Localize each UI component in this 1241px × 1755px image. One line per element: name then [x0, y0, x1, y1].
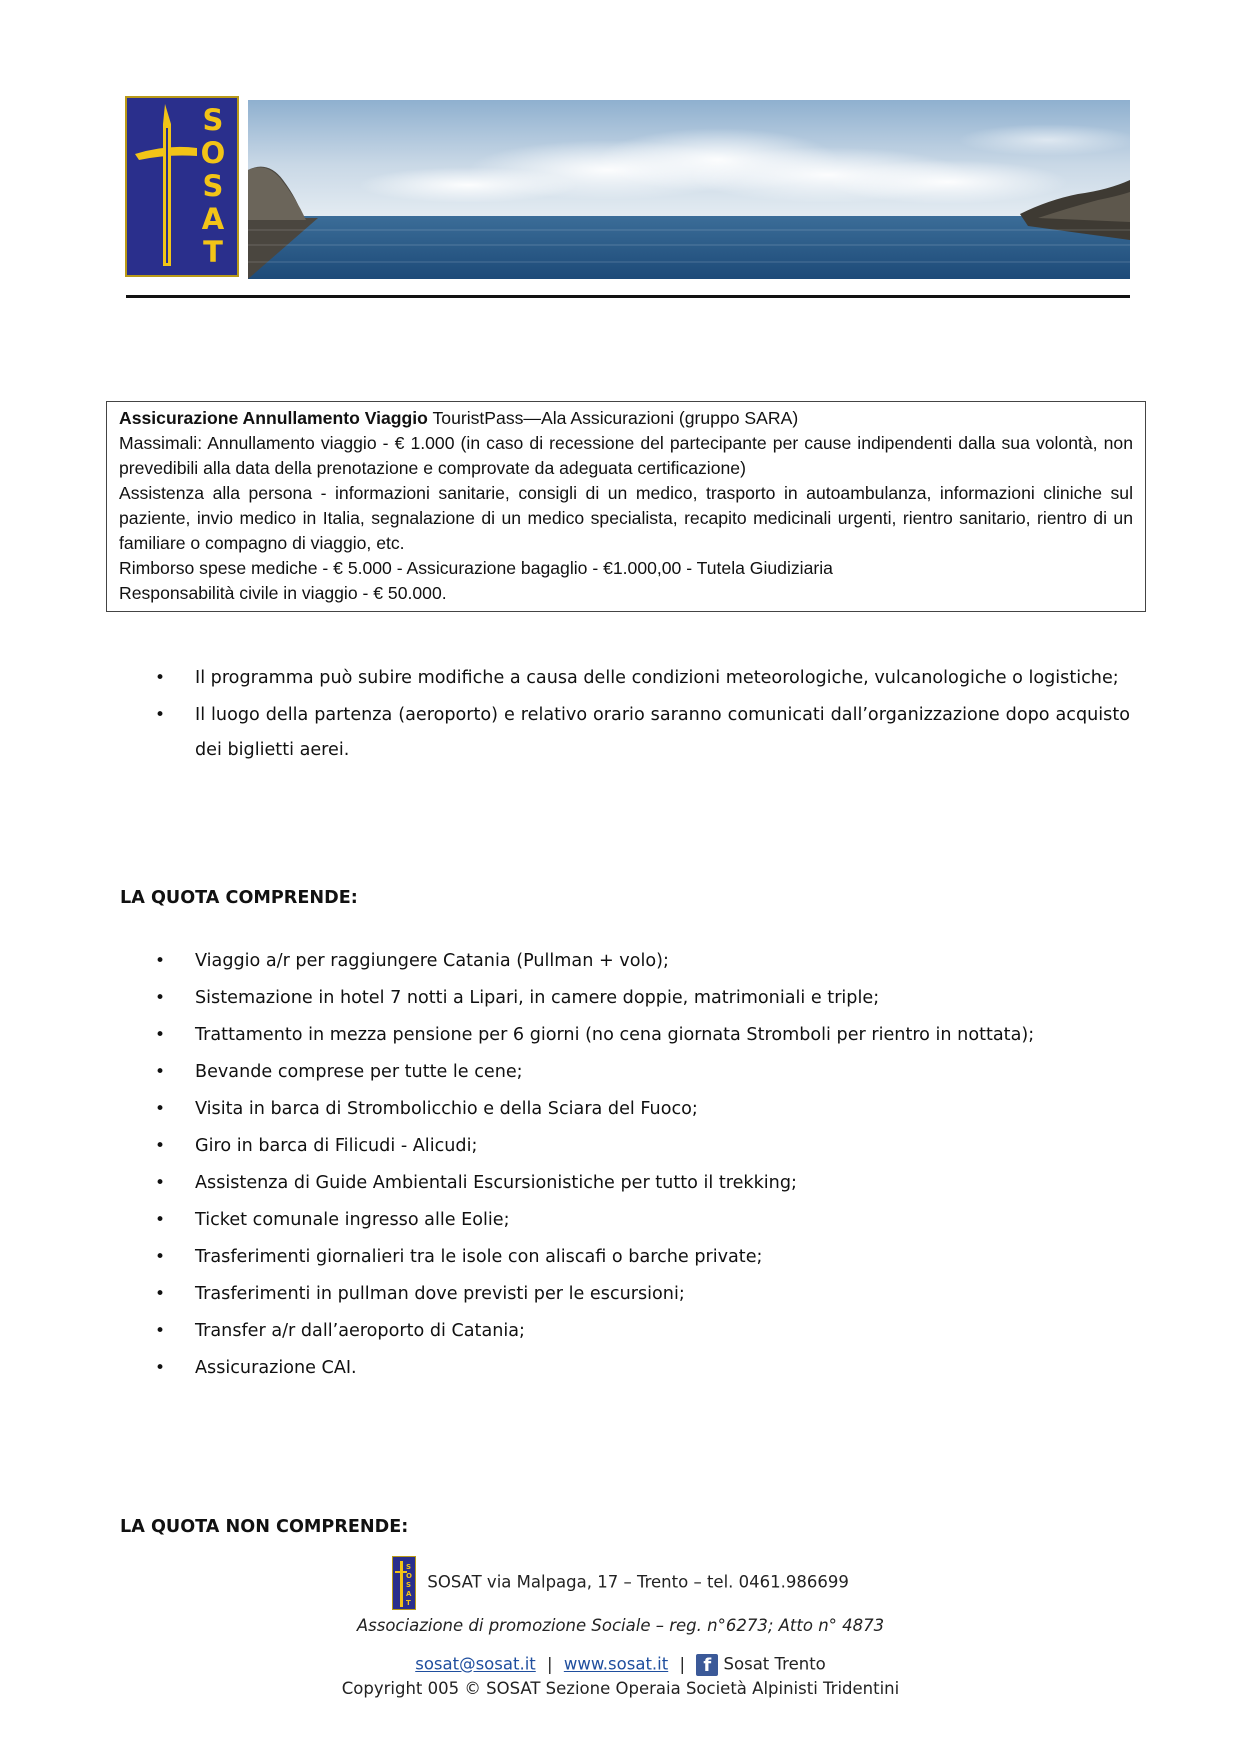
bullet: •: [155, 1321, 166, 1341]
bullet: •: [155, 1136, 166, 1156]
list-item: [155, 1239, 1130, 1276]
include-text: Visita in barca di Strombolicchio e della Sciara del Fuoco;: [195, 1099, 698, 1119]
list-item: [155, 1313, 1130, 1350]
sosat-mini-logo: [392, 1556, 416, 1610]
footer-address: SOSAT via Malpaga, 17 – Trento – tel. 0461.986699: [427, 1572, 849, 1592]
list-item: [155, 661, 1130, 696]
facebook-icon[interactable]: f: [696, 1654, 718, 1676]
bullet: •: [155, 1284, 166, 1304]
insurance-title-rest: TouristPass—Ala Assicurazioni (gruppo SARA): [427, 408, 799, 428]
bullet: •: [155, 1062, 166, 1082]
include-text: Assistenza di Guide Ambientali Escursionistiche per tutto il trekking;: [195, 1173, 797, 1193]
includes-list: [155, 943, 1130, 1387]
include-text: Trasferimenti giornalieri tra le isole con aliscafi o barche private;: [195, 1247, 763, 1267]
list-item: [155, 1276, 1130, 1313]
bullet: •: [155, 1358, 166, 1378]
list-item: [155, 1017, 1130, 1054]
svg-text:O: O: [406, 1572, 413, 1580]
logo-letter: O: [200, 136, 226, 170]
insurance-box: [106, 401, 1146, 612]
insurance-assistenza: Assistenza alla persona - informazioni sanitarie, consigli di un medico, trasporto in autoambulanza, informazioni cliniche sul paziente, invio medico in Italia, segnalazione di un medico specialista, recapito medicinali urgenti, rientro sanitario, rientro di un familiare o compagno di viaggio, etc.: [119, 483, 1133, 553]
include-text: Assicurazione CAI.: [195, 1358, 357, 1378]
website-link[interactable]: www.sosat.it: [563, 1654, 669, 1674]
insurance-title-bold: Assicurazione Annullamento Viaggio: [119, 408, 428, 428]
header-divider: [126, 295, 1130, 298]
logo-letter: T: [203, 235, 223, 269]
insurance-title: [119, 406, 1133, 431]
sosat-logo: [125, 96, 239, 277]
footer-copyright: Copyright 005 © SOSAT Sezione Operaia Società Alpinisti Tridentini: [341, 1679, 900, 1698]
include-text: Giro in barca di Filicudi - Alicudi;: [195, 1136, 478, 1156]
include-text: Ticket comunale ingresso alle Eolie;: [195, 1210, 510, 1230]
separator: |: [679, 1654, 686, 1674]
include-text: Trasferimenti in pullman dove previsti per le escursioni;: [195, 1284, 685, 1304]
include-text: Trattamento in mezza pensione per 6 giorni (no cena giornata Stromboli per rientro in nottata);: [195, 1025, 1035, 1045]
note-text: Il programma può subire modifiche a causa delle condizioni meteorologiche, vulcanologiche o logistiche;: [195, 668, 1119, 688]
logo-letters: [195, 104, 231, 269]
ice-axe-icon: [393, 1557, 415, 1609]
footer-association: Associazione di promozione Sociale – reg. n°6273; Atto n° 4873: [356, 1616, 885, 1635]
svg-text:T: T: [406, 1599, 411, 1607]
bullet: •: [155, 705, 166, 725]
bullet: •: [155, 988, 166, 1008]
facebook-label[interactable]: Sosat Trento: [723, 1654, 826, 1674]
list-item: [155, 1202, 1130, 1239]
notes-list: [155, 661, 1130, 768]
includes-heading: LA QUOTA COMPRENDE:: [120, 888, 358, 908]
list-item: [155, 943, 1130, 980]
bullet: •: [155, 1210, 166, 1230]
list-item: [155, 1091, 1130, 1128]
bullet: •: [155, 951, 166, 971]
svg-text:S: S: [406, 1581, 412, 1589]
footer-links-row: [0, 1654, 1241, 1676]
insurance-massimali: Massimali: Annullamento viaggio - € 1.000 (in caso di recessione del partecipante per cause indipendenti dalla sua volontà, non prevedibili alla data della prenotazione e comprovate da adeguata certificazione): [119, 433, 1133, 478]
bullet: •: [155, 1247, 166, 1267]
include-text: Bevande comprese per tutte le cene;: [195, 1062, 523, 1082]
insurance-rimborso: Rimborso spese mediche - € 5.000 - Assicurazione bagaglio - €1.000,00 - Tutela Giudiziaria: [119, 558, 833, 578]
excludes-heading: LA QUOTA NON COMPRENDE:: [120, 1517, 409, 1537]
insurance-responsabilita: Responsabilità civile in viaggio - € 50.000.: [119, 583, 447, 603]
logo-letter: S: [202, 169, 224, 203]
svg-text:S: S: [406, 1563, 412, 1571]
bullet: •: [155, 1025, 166, 1045]
logo-letter: A: [201, 202, 225, 236]
footer-address-row: [0, 1556, 1241, 1610]
email-link[interactable]: sosat@sosat.it: [415, 1654, 536, 1674]
list-item: [155, 1128, 1130, 1165]
svg-text:A: A: [406, 1590, 412, 1598]
list-item: [155, 1350, 1130, 1387]
bullet: •: [155, 668, 166, 688]
bullet: •: [155, 1173, 166, 1193]
sea-banner-image: [248, 100, 1130, 279]
list-item: [155, 1165, 1130, 1202]
separator: |: [547, 1654, 553, 1674]
logo-letter: S: [202, 103, 224, 137]
include-text: Viaggio a/r per raggiungere Catania (Pullman + volo);: [195, 951, 669, 971]
list-item: [155, 1054, 1130, 1091]
note-text: Il luogo della partenza (aeroporto) e relativo orario saranno comunicati dall’organizzazione dopo acquisto dei biglietti aerei.: [195, 705, 1130, 760]
list-item: [155, 698, 1130, 768]
include-text: Transfer a/r dall’aeroporto di Catania;: [195, 1321, 525, 1341]
include-text: Sistemazione in hotel 7 notti a Lipari, in camere doppie, matrimoniali e triple;: [195, 988, 880, 1008]
list-item: [155, 980, 1130, 1017]
bullet: •: [155, 1099, 166, 1119]
